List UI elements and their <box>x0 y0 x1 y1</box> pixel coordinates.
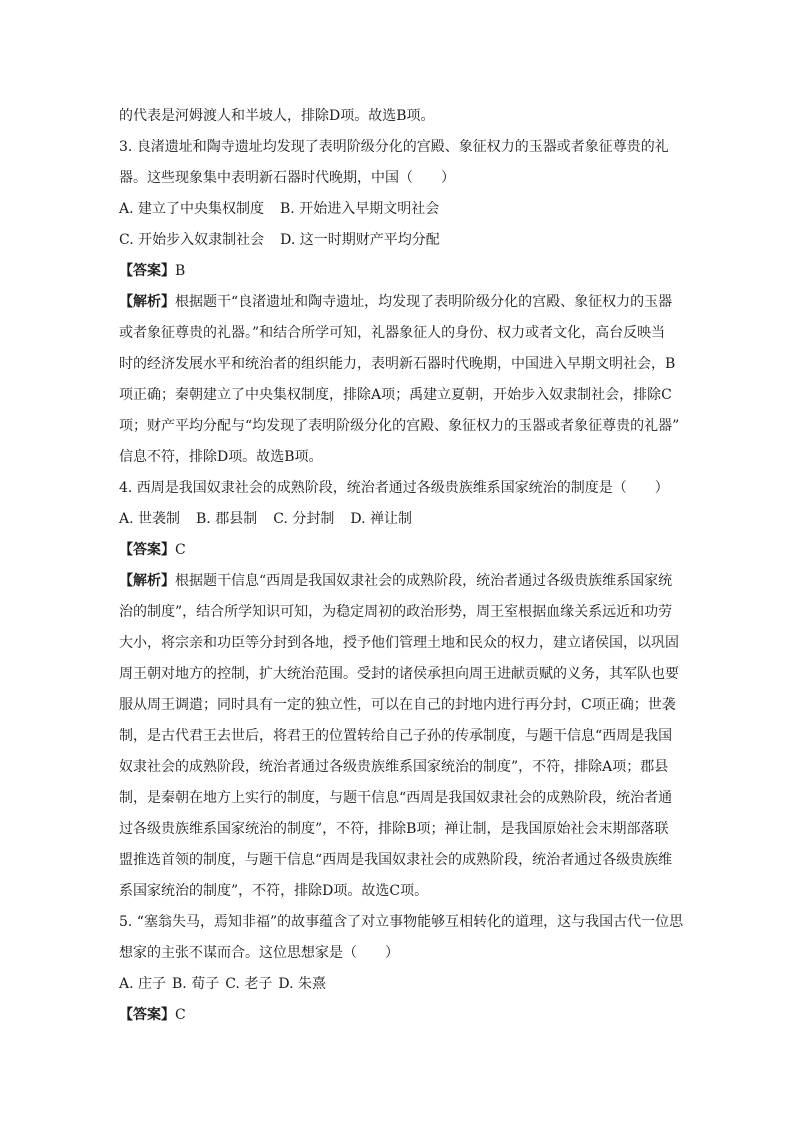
q5-option-d: D. 朱熹 <box>278 976 326 992</box>
q4-analysis-line-2: 治的制度”，结合所学知识可知，为稳定周初的政治形势，周王室根据血缘关系远近和功劳 <box>119 604 673 620</box>
answer-tag: 【答案】 <box>119 542 175 558</box>
q3-option-c: C. 开始步入奴隶制社会 <box>119 232 265 248</box>
document-body <box>119 101 685 1031</box>
q5-option-b: B. 荀子 <box>172 976 220 992</box>
analysis-tag: 【解析】 <box>119 294 175 310</box>
answer-tag: 【答案】 <box>119 1007 175 1023</box>
q4-stem-line-1: 4. 西周是我国奴隶社会的成熟阶段，统治者通过各级贵族维系国家统治的制度是（ ） <box>119 480 669 496</box>
q3-option-d: D. 这一时期财产平均分配 <box>280 232 440 248</box>
q3-option-a: A. 建立了中央集权制度 <box>119 201 265 217</box>
q4-analysis-line-4: 周王朝对地方的控制，扩大统治范围。受封的诸侯承担向周王进献贡赋的义务，其军队也要 <box>119 666 679 682</box>
q3-option-b: B. 开始进入早期文明社会 <box>280 201 440 217</box>
q5-stem-line-2: 想家的主张不谋而合。这位思想家是（ ） <box>119 945 399 961</box>
q5-option-a: A. 庄子 <box>119 976 167 992</box>
q5-options-row <box>119 969 685 1000</box>
q3-analysis-line-3: 时的经济发展水平和统治者的组织能力，表明新石器时代晚期，中国进入早期文明社会，B <box>119 356 676 372</box>
q3-options-row-1 <box>119 194 685 225</box>
q4-answer <box>119 535 685 566</box>
q3-analysis-line-1: 【解析】根据题干“良渚遗址和陶寺遗址，均发现了表明阶级分化的宫殿、象征权力的玉器 <box>119 294 673 310</box>
q3-options-row-2 <box>119 225 685 256</box>
q3-analysis-line-4: 项正确；秦朝建立了中央集权制度，排除A项；禹建立夏朝，开始步入奴隶制社会，排除C <box>119 387 672 403</box>
q4-option-c: C. 分封制 <box>273 511 335 527</box>
q5-stem-line-1: 5. “塞翁失马，焉知非福”的故事蕴含了对立事物能够互相转化的道理，这与我国古代一位思 <box>119 914 684 930</box>
q5-option-c: C. 老子 <box>225 976 273 992</box>
q5-answer-value: C <box>175 1007 186 1023</box>
q4-analysis-line-9: 过各级贵族维系国家统治的制度”，不符，排除B项；禅让制，是我国原始社会末期部落联 <box>119 821 669 837</box>
q4-analysis-line-5: 服从周王调遣；同时具有一定的独立性，可以在自己的封地内进行再分封，C项正确；世袭 <box>119 697 676 713</box>
q4-analysis-line-1: 【解析】根据题干信息“西周是我国奴隶社会的成熟阶段，统治者通过各级贵族维系国家统 <box>119 573 673 589</box>
q5-answer <box>119 1000 685 1031</box>
carry-over-text: 的代表是河姆渡人和半坡人，排除D项。故选B项。 <box>119 108 435 124</box>
q3-analysis-line-5: 项；财产平均分配与“均发现了表明阶级分化的宫殿、象征权力的玉器或者象征尊贵的礼器” <box>119 418 680 434</box>
q4-answer-value: C <box>175 542 186 558</box>
q4-analysis-line-3: 大小，将宗亲和功臣等分封到各地，授予他们管理土地和民众的权力，建立诸侯国，以巩固 <box>119 635 679 651</box>
q4-option-d: D. 禅让制 <box>350 511 412 527</box>
q4-option-a: A. 世袭制 <box>119 511 181 527</box>
q3-answer-value: B <box>175 263 186 279</box>
q4-analysis-line-11: 系国家统治的制度”，不符，排除D项。故选C项。 <box>119 883 429 899</box>
q3-analysis-line-2: 或者象征尊贵的礼器。”和结合所学可知，礼器象征人的身份、权力或者文化，高台反映当 <box>119 325 666 341</box>
q3-stem-line-2: 器。这些现象集中表明新石器时代晚期，中国（ ） <box>119 170 455 186</box>
analysis-tag: 【解析】 <box>119 573 175 589</box>
answer-tag: 【答案】 <box>119 263 175 279</box>
q3-answer <box>119 256 685 287</box>
q4-option-b: B. 郡县制 <box>196 511 258 527</box>
q3-stem-line-1: 3. 良渚遗址和陶寺遗址均发现了表明阶级分化的宫殿、象征权力的玉器或者象征尊贵的礼 <box>119 139 669 155</box>
q3-analysis-line-6: 信息不符，排除D项。故选B项。 <box>119 449 323 465</box>
q4-analysis-line-7: 奴隶社会的成熟阶段，统治者通过各级贵族维系国家统治的制度”，不符，排除A项；郡县 <box>119 759 669 775</box>
q4-analysis-line-10: 盟推选首领的制度，与题干信息“西周是我国奴隶社会的成熟阶段，统治者通过各级贵族维 <box>119 852 673 868</box>
q4-analysis-line-8: 制，是秦朝在地方上实行的制度，与题干信息“西周是我国奴隶社会的成熟阶段，统治者通 <box>119 790 673 806</box>
q4-analysis-line-6: 制，是古代君王去世后，将君王的位置转给自己子孙的传承制度，与题干信息“西周是我国 <box>119 728 673 744</box>
q4-options-row <box>119 504 685 535</box>
